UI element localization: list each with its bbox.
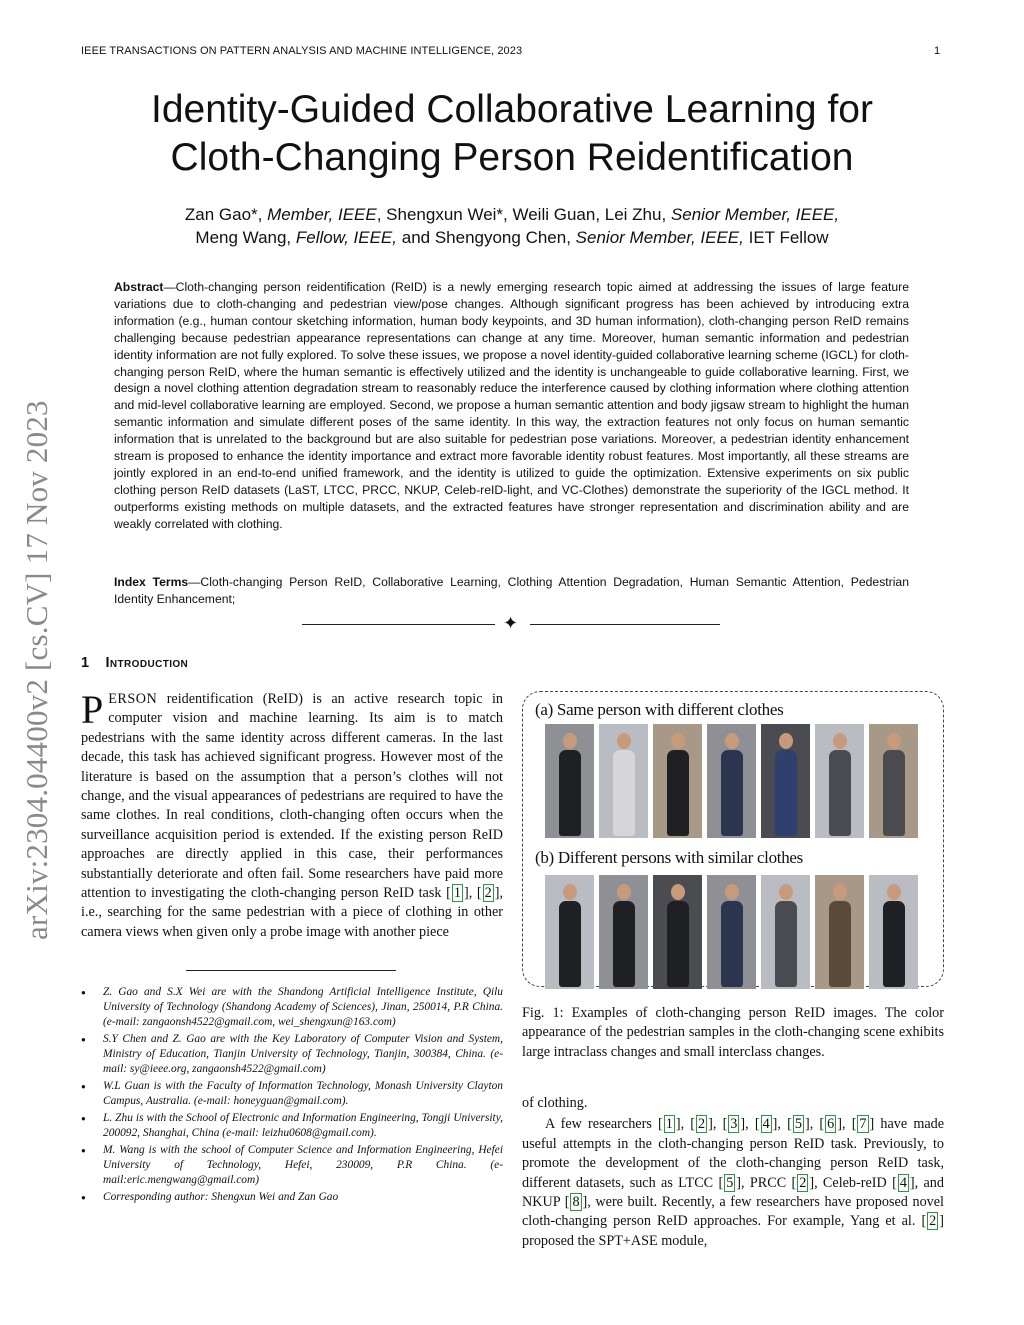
footnote-item: ● L. Zhu is with the School of Electronic and Information Engineering, Tongji University, 200092, Shanghai, China (e-mail: leizhu0608@gmail.com). (81, 1111, 503, 1141)
photo-row-same-person (545, 724, 918, 838)
pedestrian-photo (599, 724, 648, 838)
pedestrian-photo (653, 875, 702, 989)
author-role: Senior Member, IEEE, (575, 228, 744, 247)
author-role: Fellow, IEEE, (295, 228, 397, 247)
pedestrian-photo (707, 875, 756, 989)
divider-ornament-icon: ✦ (503, 613, 519, 633)
index-terms-label: Index Terms (114, 575, 189, 589)
intro-text: have made useful attempts in the cloth-changing person ReID task. Previously, to promote the development of the cloth-changing person ReID task, different datasets, such as LTCC (522, 1116, 945, 1191)
abstract-text: —Cloth-changing person reidentification (ReID) is a newly emerging research topic aimed at addressing the issues of large feature variations due to cloth-changing and pedestrian view/pose changes. Although significant progress has been achieved by introducing extra information (e.g., human contour sketching information, human body keypoints, and 3D human information), cloth-changing person ReID remains challenging because pedestrian appearance representations can change at any time. Moreover, human semantic information and pedestrian identity information are not fully explored. To solve these issues, we propose a novel identity-guided collaborative learning scheme (IGCL) for cloth-changing person ReID, where the human semantic is effectively utilized and the identity is unchangeable to guide collaborative learning. First, we design a novel clothing attention degradation stream to reasonably reduce the interference caused by clothing information where clothing attention and mid-level collaborative learning are employed. Second, we propose a human semantic attention and body jigsaw stream to highlight the human semantic information and simulate different poses of the same identity. In this way, the extraction features not only focus on human semantic information that is unrelated to the background but are also suitable for pedestrian pose variations. Moreover, a pedestrian identity enhancement stream is proposed to enhance the identity importance and extract more favorable identity robust features. Most importantly, all these streams are jointly explored in an end-to-end unified framework, and the identity is utilized to guide the optimization. Extensive experiments on six public clothing person ReID datasets (LaST, LTCC, PRCC, NKUP, Celeb-reID-light, and VC-Clothes) demonstrate the superiority of the IGCL method. It outperforms existing methods on multiple datasets, and the extracted features have stronger representation and discrimination ability and are weakly correlated with clothing. (114, 280, 909, 531)
section-title: Introduction (105, 655, 189, 671)
pedestrian-photo (761, 875, 810, 989)
citation-link[interactable]: 3 (730, 1116, 738, 1133)
separator: , (777, 1116, 788, 1133)
pedestrian-photo (869, 724, 918, 838)
photo-row-different-persons (545, 875, 918, 989)
citation-link[interactable]: 4 (899, 1174, 907, 1191)
pedestrian-photo (707, 724, 756, 838)
intro-text: reidentification (ReID) is an active research topic in computer vision and machine learning. Its aim is to match pedestrians with the same identity across different cameras. In the last decade, this task has achieved significant progress. However most of the literature is based on the assumption that a person’s clothes will not change, and the visual appearances of pedestrians are required to have the same clothes. In real conditions, cloth-changing often occurs when the surveillance acquisition period is extended. If the existing person ReID approaches are directly applied in this case, their performances substantially deteriorate and often fail. Some researchers have paid more attention to investigating the cloth-changing person ReID task (81, 691, 503, 902)
citation-link[interactable]: 5 (794, 1116, 802, 1133)
paper-title (100, 86, 924, 182)
citation-link[interactable]: 2 (698, 1116, 706, 1133)
index-terms (114, 574, 909, 608)
author-chen: and Shengyong Chen, (401, 228, 571, 247)
citation-link[interactable]: 2 (929, 1213, 937, 1230)
intro-text: proposed the SPT+ASE module, (522, 1232, 708, 1249)
separator: , (468, 885, 477, 902)
intro-continuation (522, 1094, 944, 1251)
author-role: Member, IEEE (267, 205, 377, 224)
footnote-item: ● Corresponding author: Shengxun Wei and Zan Gao (81, 1190, 503, 1205)
intro-text: , PRCC (741, 1174, 792, 1191)
citation-link[interactable]: 1 (665, 1116, 673, 1133)
continuation-line: of clothing. (522, 1095, 588, 1111)
smallcaps-word: ERSON (108, 691, 158, 707)
footnotes (81, 985, 503, 1207)
figure-label-b: (b) Different persons with similar clothes (535, 848, 803, 867)
running-head: IEEE TRANSACTIONS ON PATTERN ANALYSIS AND MACHINE INTELLIGENCE, 2023 (81, 45, 523, 57)
author-fellow: IET Fellow (748, 228, 829, 247)
figure-caption: Fig. 1: Examples of cloth-changing person ReID images. The color appearance of the pedestrian samples in the cloth-changing scene exhibits large intraclass changes and small interclass changes. (522, 1005, 944, 1060)
footnote-item: ● M. Wang is with the school of Computer Science and Information Engineering, Hefei University of Technology, Hefei, 230009, P.R China. (e-mail:eric.mengwang@gmail.com) (81, 1143, 503, 1188)
footnote-item: ● Z. Gao and S.X Wei are with the Shandong Artificial Intelligence Institute, Qilu University of Technology (Shandong Academy of Sciences), Jinan, 250014, P.R China. (e-mail: zangaonsh4522@gmail.com, wei_shengxun@163.com) (81, 985, 503, 1030)
section-divider (300, 614, 724, 636)
title-line-2: Cloth-Changing Person Reidentification (170, 136, 854, 179)
abstract-label: Abstract (114, 280, 164, 294)
figure-label-a: (a) Same person with different clothes (535, 700, 784, 719)
pedestrian-photo (815, 875, 864, 989)
separator: , (745, 1116, 755, 1133)
separator: , (841, 1116, 852, 1133)
intro-text: A few researchers (545, 1116, 658, 1133)
pedestrian-photo (545, 875, 594, 989)
intro-text: , and NKUP (522, 1174, 944, 1211)
figure-1 (522, 691, 944, 987)
citation-link[interactable]: 6 (827, 1116, 835, 1133)
separator: , (809, 1116, 820, 1133)
author-gao: Zan Gao*, (184, 205, 263, 224)
citation-link[interactable]: 7 (859, 1116, 867, 1133)
page-number: 1 (934, 45, 941, 57)
author-list (100, 203, 924, 249)
pedestrian-photo (869, 875, 918, 989)
intro-paragraph: PERSON reidentification (ReID) is an active research topic in computer vision and machine learning. Its aim is to match pedestrians with the same identity across different cameras. In the last decade, this task has achieved significant progress. However most of the literature is based on the assumption that a person’s clothes will not change, and the visual appearances of pedestrians are required to have the same clothes. In real conditions, cloth-changing often occurs when the surveillance acquisition period is extended. If the existing person ReID approaches are directly applied in this case, their performances substantially deteriorate and often fail. Some researchers have paid more attention to investigating the cloth-changing person ReID task [ 1 ], [ 2 ], i.e., searching for the same pedestrian with a piece of clothing in other camera views when given only a probe image with another piece (81, 687, 504, 940)
citation-link[interactable]: 1 (453, 885, 461, 902)
intro-text: , i.e., searching for the same pedestrian with a piece of clothing in other camera views when given only a probe image with another piece (81, 885, 504, 940)
footnote-item: ● W.L Guan is with the Faculty of Information Technology, Monash University Clayton Campus, Australia. (e-mail: honeyguan@gmail.com). (81, 1079, 503, 1109)
section-heading (81, 655, 188, 671)
arxiv-stamp[interactable]: arXiv:2304.04400v2 [cs.CV] 17 Nov 2023 (19, 400, 54, 940)
author-role: Senior Member, IEEE, (670, 205, 840, 224)
intro-text: , Celeb-reID (814, 1174, 893, 1191)
separator: , (712, 1116, 723, 1133)
intro-text: , were built. Recently, a few researchers have proposed novel cloth-changing person ReID approaches. For example, Yang et al. (522, 1194, 944, 1230)
citation-link[interactable]: 5 (726, 1174, 734, 1191)
author-names: , Shengxun Wei*, Weili Guan, Lei Zhu, (376, 205, 667, 224)
divider-line (302, 624, 495, 625)
footnote-item: ● S.Y Chen and Z. Gao are with the Key Laboratory of Computer Vision and System, Ministry of Education, Tianjin University of Technology, Tianjin, 300384, China. (e-mail: sy@ieee.org, zangaonsh4522@gmail.com) (81, 1032, 503, 1077)
abstract (114, 279, 909, 533)
author-wang: Meng Wang, (195, 228, 292, 247)
pedestrian-photo (599, 875, 648, 989)
separator: , (680, 1116, 691, 1133)
pedestrian-photo (653, 724, 702, 838)
divider-line (530, 624, 720, 625)
pedestrian-photo (815, 724, 864, 838)
section-number: 1 (81, 655, 90, 671)
index-terms-text: —Cloth-changing Person ReID, Collaborative Learning, Clothing Attention Degradation, Human Semantic Attention, Pedestrian Identity Enhancement; (114, 575, 909, 606)
footnote-rule (186, 970, 396, 971)
citation-link[interactable]: 2 (799, 1174, 807, 1191)
intro-paragraph: A few researchers [ 1 ], [ 2 ], [ 3 ], [ 4 ], [ 5 ], [ 6 ], [ 7 ] have made useful attempts in the cloth-changing person ReID task. Previously, to promote the development of the cloth-changing person ReID task, different datasets, such as LTCC [ 5 ], PRCC [ 2 ], Celeb-reID [ 4 ], and NKUP [ 8 ], were built. Recently, a few researchers have proposed novel cloth-changing person ReID approaches. For example, Yang et al. [ 2 ] proposed the SPT+ASE module, (522, 1116, 945, 1249)
dropcap: P (81, 687, 104, 732)
citation-link[interactable]: 8 (572, 1194, 580, 1211)
citation-link[interactable]: 2 (484, 885, 492, 902)
title-line-1: Identity-Guided Collaborative Learning for (151, 88, 873, 131)
pedestrian-photo (761, 724, 810, 838)
citation-link[interactable]: 4 (762, 1116, 770, 1133)
pedestrian-photo (545, 724, 594, 838)
